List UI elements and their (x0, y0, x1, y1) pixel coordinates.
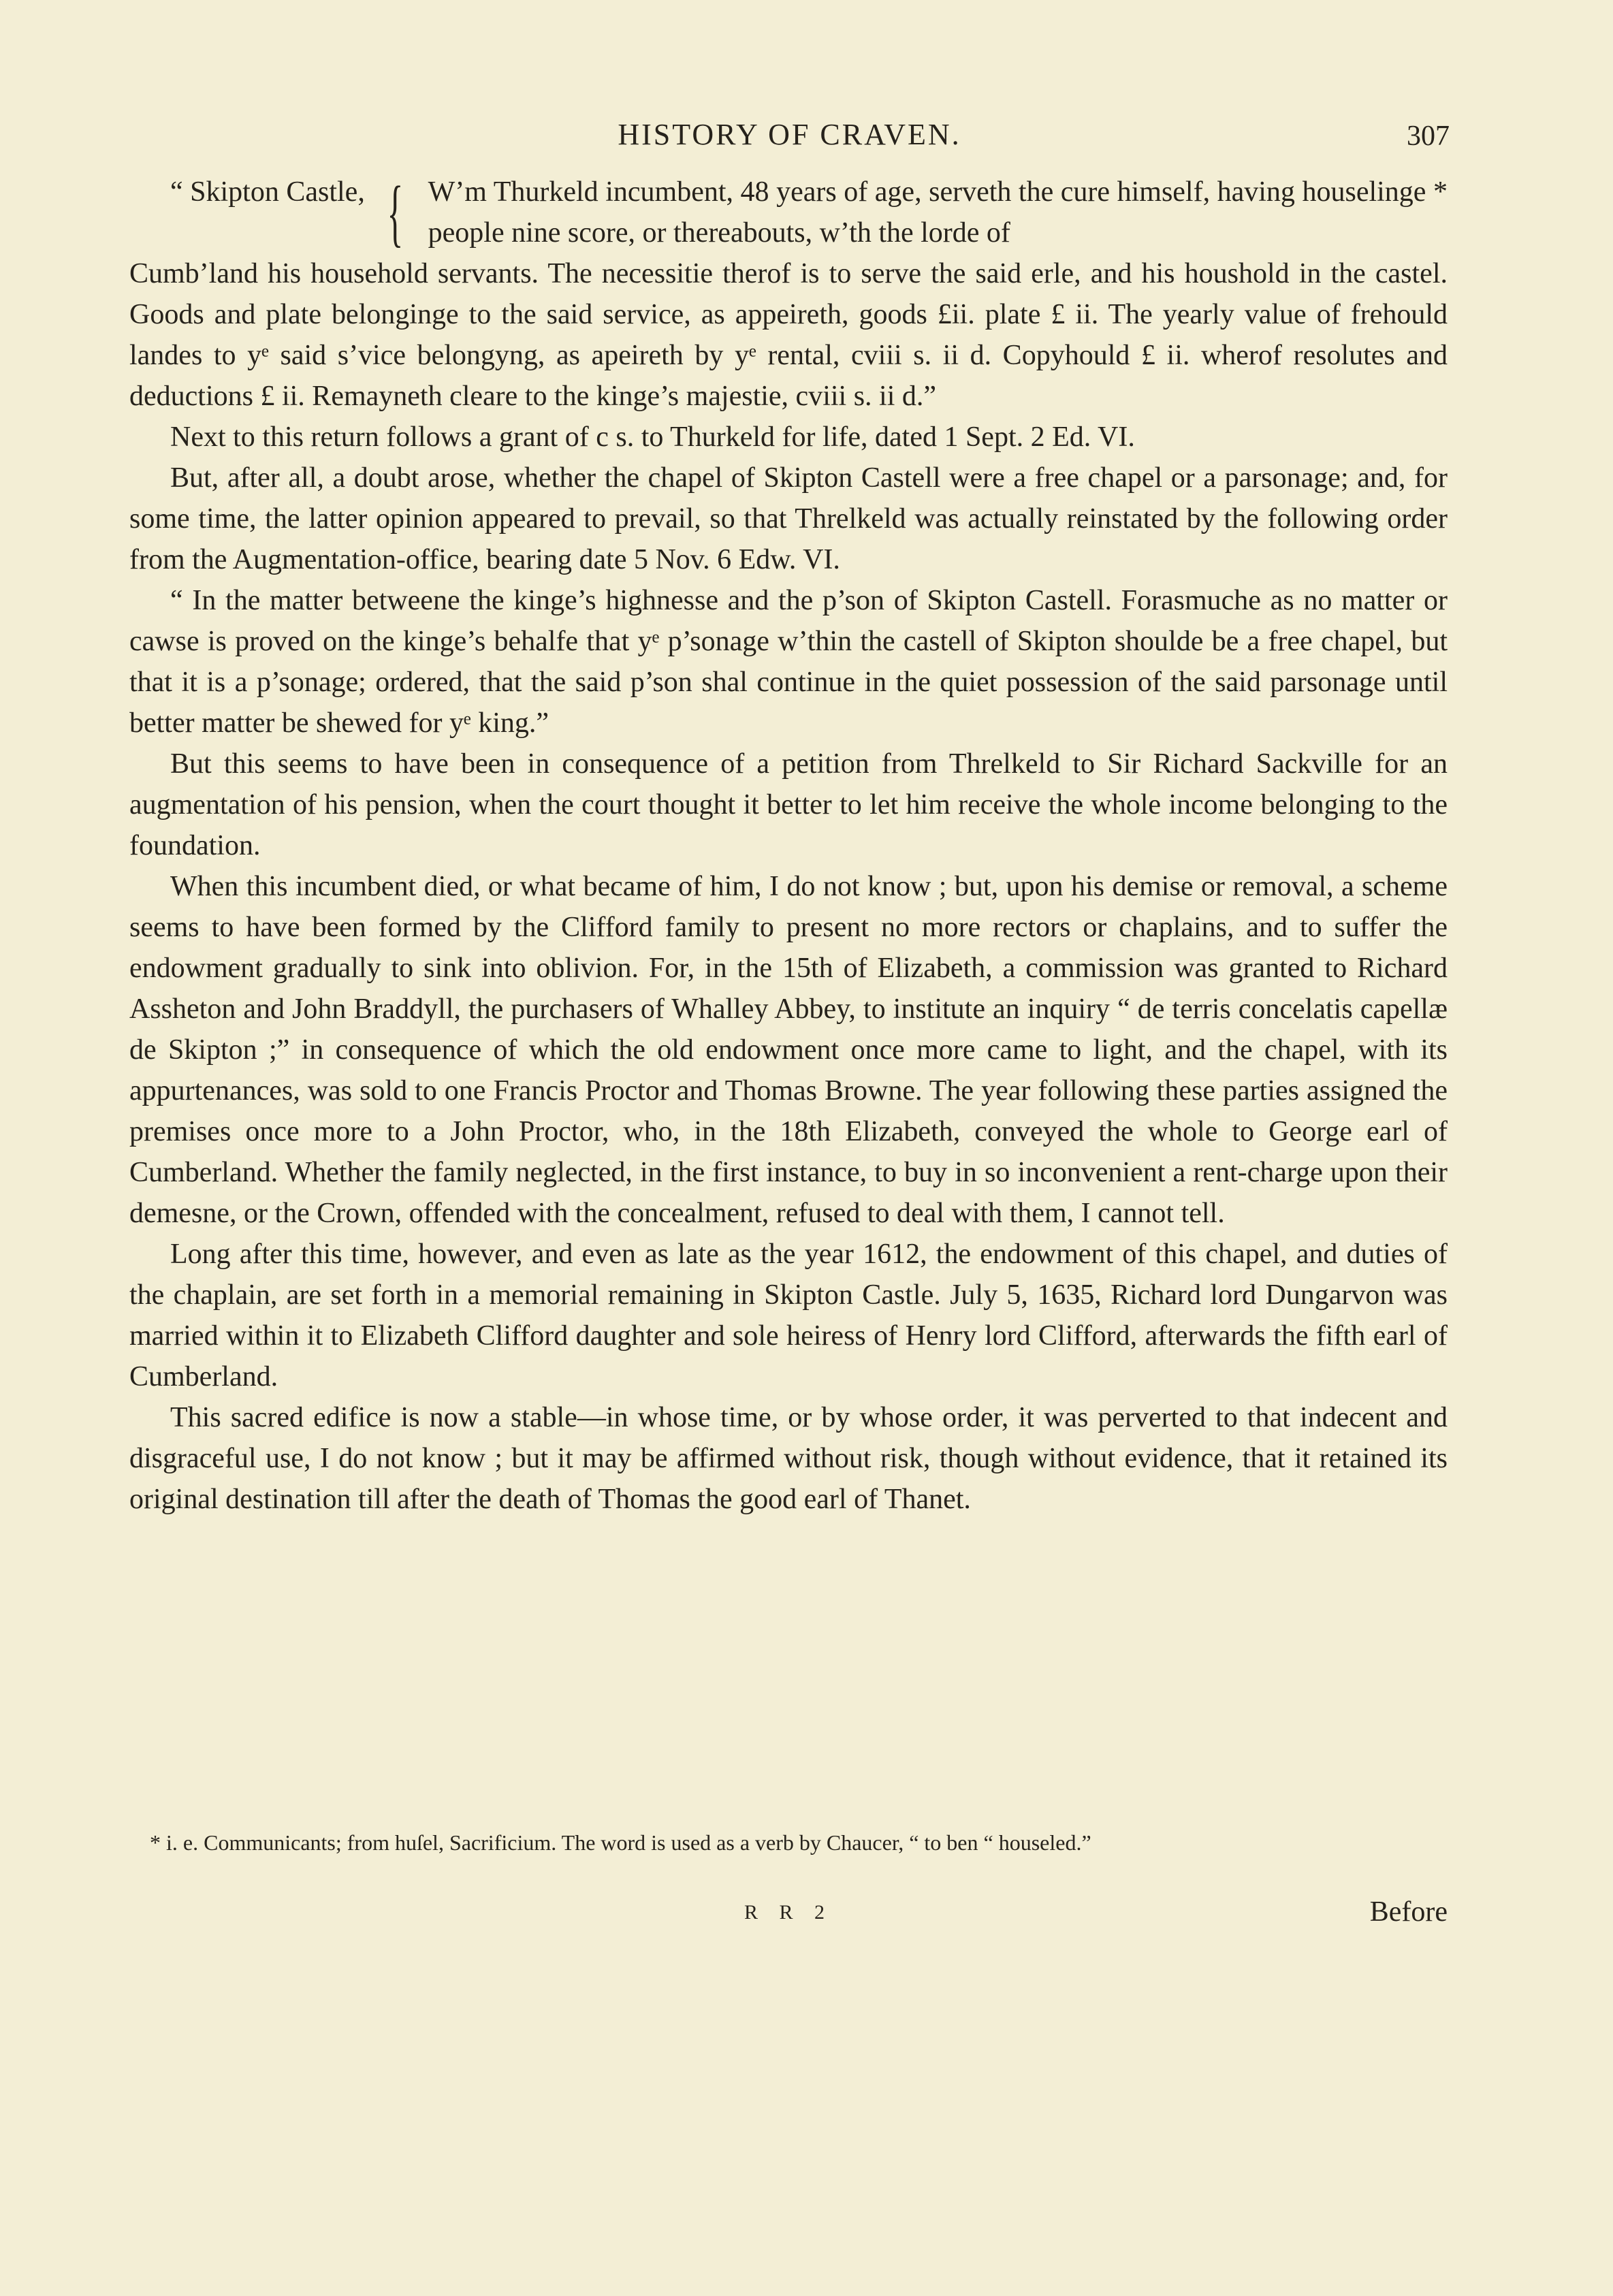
paragraph: Next to this return follows a grant of c s. to Thurkeld for life, dated 1 Sept. 2 Ed. VI. (170, 421, 1135, 453)
running-title: HISTORY OF CRAVEN. (618, 118, 961, 151)
signature-mark: R R 2 (744, 1901, 833, 1924)
body-text (129, 172, 1448, 1520)
paragraph: But, after all, a doubt arose, whether the chapel of Skipton Castell were a free chapel or a parsonage; and, for some time, the latter opinion appeared to prevail, so that Threlkeld was actually reinstated by the following order from the Augmentation-office, bearing date 5 Nov. 6 Edw. VI. (129, 462, 1448, 575)
paragraph: When this incumbent died, or what became of him, I do not know ; but, upon his demise or removal, a scheme seems to have been formed by the Clifford family to present no more rectors or chaplains, and to suffer the endowment gradually to sink into oblivion. For, in the 15th of Elizabeth, a commission was granted to Richard Assheton and John Braddyll, the purchasers of Whalley Abbey, to institute an inquiry “ de terris concelatis capellæ de Skipton ;” in consequence of which the old endowment once more came to light, and the chapel, with its appurtenances, was sold to one Francis Proctor and Thomas Browne. The year following these parties assigned the premises once more to a John Proctor, who, in the 18th Elizabeth, conveyed the whole to George earl of Cumberland. Whether the family neglected, in the first instance, to buy in so inconvenient a rent-charge upon their demesne, or the Crown, offended with the concealment, refused to deal with them, I cannot tell. (129, 871, 1448, 1229)
catchword: Before (1369, 1896, 1448, 1928)
footnote-text: * i. e. Communicants; from huſel, Sacrificium. The word is used as a verb by Chaucer, “ to ben “ houseled.” (150, 1830, 1091, 1855)
quoted-return (129, 172, 1448, 253)
footnote (129, 1825, 1448, 1860)
page-footer (129, 1896, 1448, 1936)
paragraph: This sacred edifice is now a stable—in whose time, or by whose order, it was perverted to that indecent and disgraceful use, I do not know ; but it may be affirmed without risk, though without evidence, that it retained its original destination till after the death of Thomas the good earl of Thanet. (129, 1402, 1448, 1515)
paragraph: Long after this time, however, and even as late as the year 1612, the endowment of this chapel, and duties of the chaplain, are set forth in a memorial remaining in Skipton Castle. July 5, 1635, Richard lord Dungarvon was married within it to Elizabeth Clifford daughter and sole heiress of Henry lord Clifford, afterwards the fifth earl of Cumberland. (129, 1239, 1448, 1392)
paragraph: “ In the matter betweene the kinge’s highnesse and the p’son of Skipton Castell. Forasmuche as no matter or cawse is proved on the kinge’s behalfe that yᵉ p’sonage w’thin the castell of Skipton shoulde be a free chapel, but that it is a p’sonage; ordered, that the said p’son shal continue in the quiet possession of the said parsonage until better matter be shewed for yᵉ king.” (129, 585, 1448, 739)
quote-label: “ Skipton Castle, (170, 176, 365, 208)
page-number: 307 (1407, 121, 1450, 152)
paragraph: But this seems to have been in consequence of a petition from Threlkeld to Sir Richard Sackville for an augmentation of his pension, when the court thought it better to let him receive the whole income belonging to the foundation. (129, 748, 1448, 861)
page-header (129, 114, 1450, 155)
quote-first-lines: W’m Thurkeld incumbent, 48 years of age, serveth the cure himself, having houselinge * people nine score, or thereabouts, w’th the lorde of (428, 176, 1448, 249)
quote-continuation: Cumb’land his household servants. The necessitie therof is to serve the said erle, and his houshold in the castel. Goods and plate belonginge to the said service, as appeireth, goods £ii. plate £ ii. The yearly value of frehould landes to yᵉ said s’vice belongyng, as apeireth by yᵉ rental, cviii s. ii d. Copyhould £ ii. wherof resolutes and deductions £ ii. Remayneth cleare to the kinge’s majestie, cviii s. ii d.” (129, 258, 1448, 412)
brace-glyph: { (387, 171, 404, 254)
